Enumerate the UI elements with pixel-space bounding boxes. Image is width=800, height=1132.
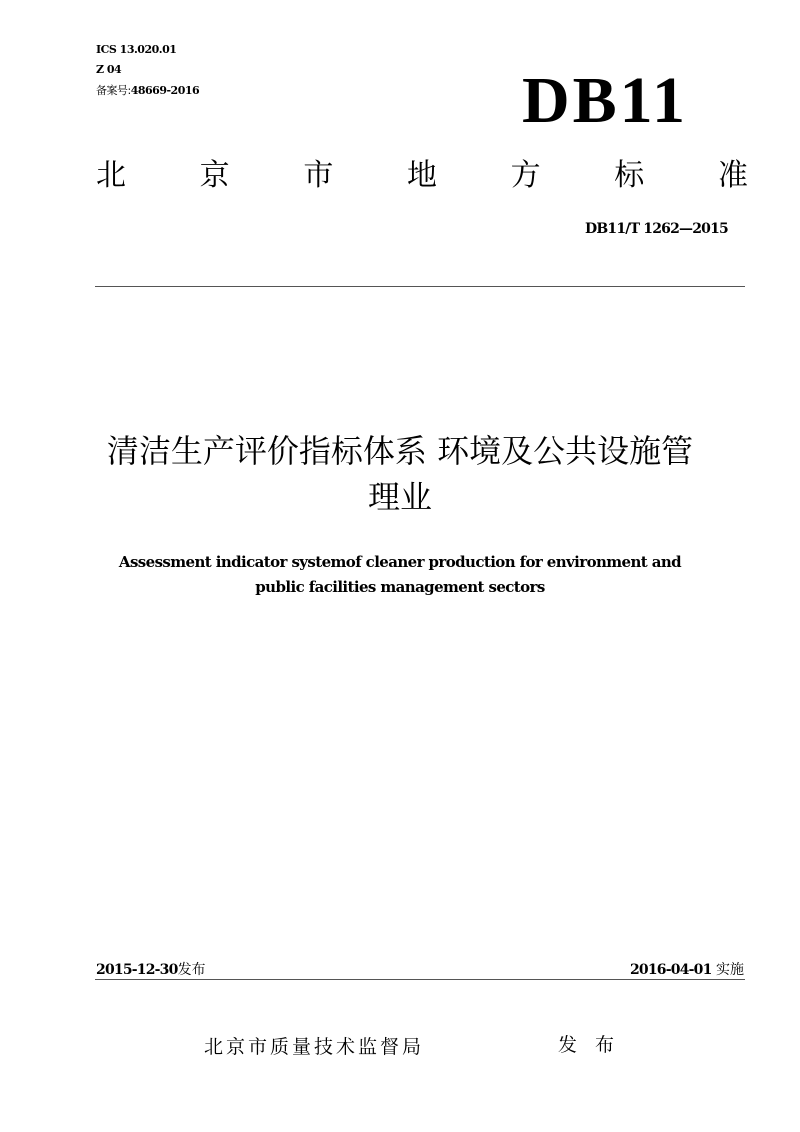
publish-date-value: 2015-12-30 <box>96 962 178 978</box>
standard-category <box>96 158 748 194</box>
effective-date-value: 2016-04-01 <box>629 962 712 978</box>
standard-category-char: 标 <box>614 158 645 193</box>
title-english <box>60 550 740 600</box>
ics-code: ICS 13.020.01 <box>96 43 177 56</box>
title-chinese-line-2: 理业 <box>367 478 432 516</box>
document-code: DB11/T 1262—2015 <box>585 221 728 237</box>
title-chinese <box>60 428 740 520</box>
publish-label: 发布 <box>177 962 206 978</box>
standard-category-char: 北 <box>96 158 126 193</box>
standard-category-char: 市 <box>303 158 334 193</box>
effective-label: 实施 <box>716 962 744 978</box>
issue-action: 发 布 <box>558 1034 621 1056</box>
issuing-authority: 北京市质量技术监督局 <box>204 1036 425 1058</box>
standard-category-char: 准 <box>717 158 748 193</box>
standard-category-char: 方 <box>510 158 541 193</box>
title-english-line-1: Assessment indicator systemof cleaner production for environment and <box>118 553 682 571</box>
filing-label: 备案号: <box>96 84 131 97</box>
category-code: Z 04 <box>96 63 122 76</box>
filing-number: 48669-2016 <box>130 84 200 97</box>
publish-date <box>96 960 206 980</box>
title-chinese-line-1: 清洁生产评价指标体系 环境及公共设施管 <box>106 432 694 470</box>
effective-date <box>630 960 744 980</box>
db11-logo: DB11 <box>522 64 689 137</box>
standard-category-char: 京 <box>199 158 230 193</box>
date-divider <box>95 979 745 980</box>
title-english-line-2: public facilities management sectors <box>255 578 545 596</box>
standard-category-char: 地 <box>406 158 437 193</box>
filing-record <box>96 84 199 98</box>
header-divider <box>95 286 745 287</box>
